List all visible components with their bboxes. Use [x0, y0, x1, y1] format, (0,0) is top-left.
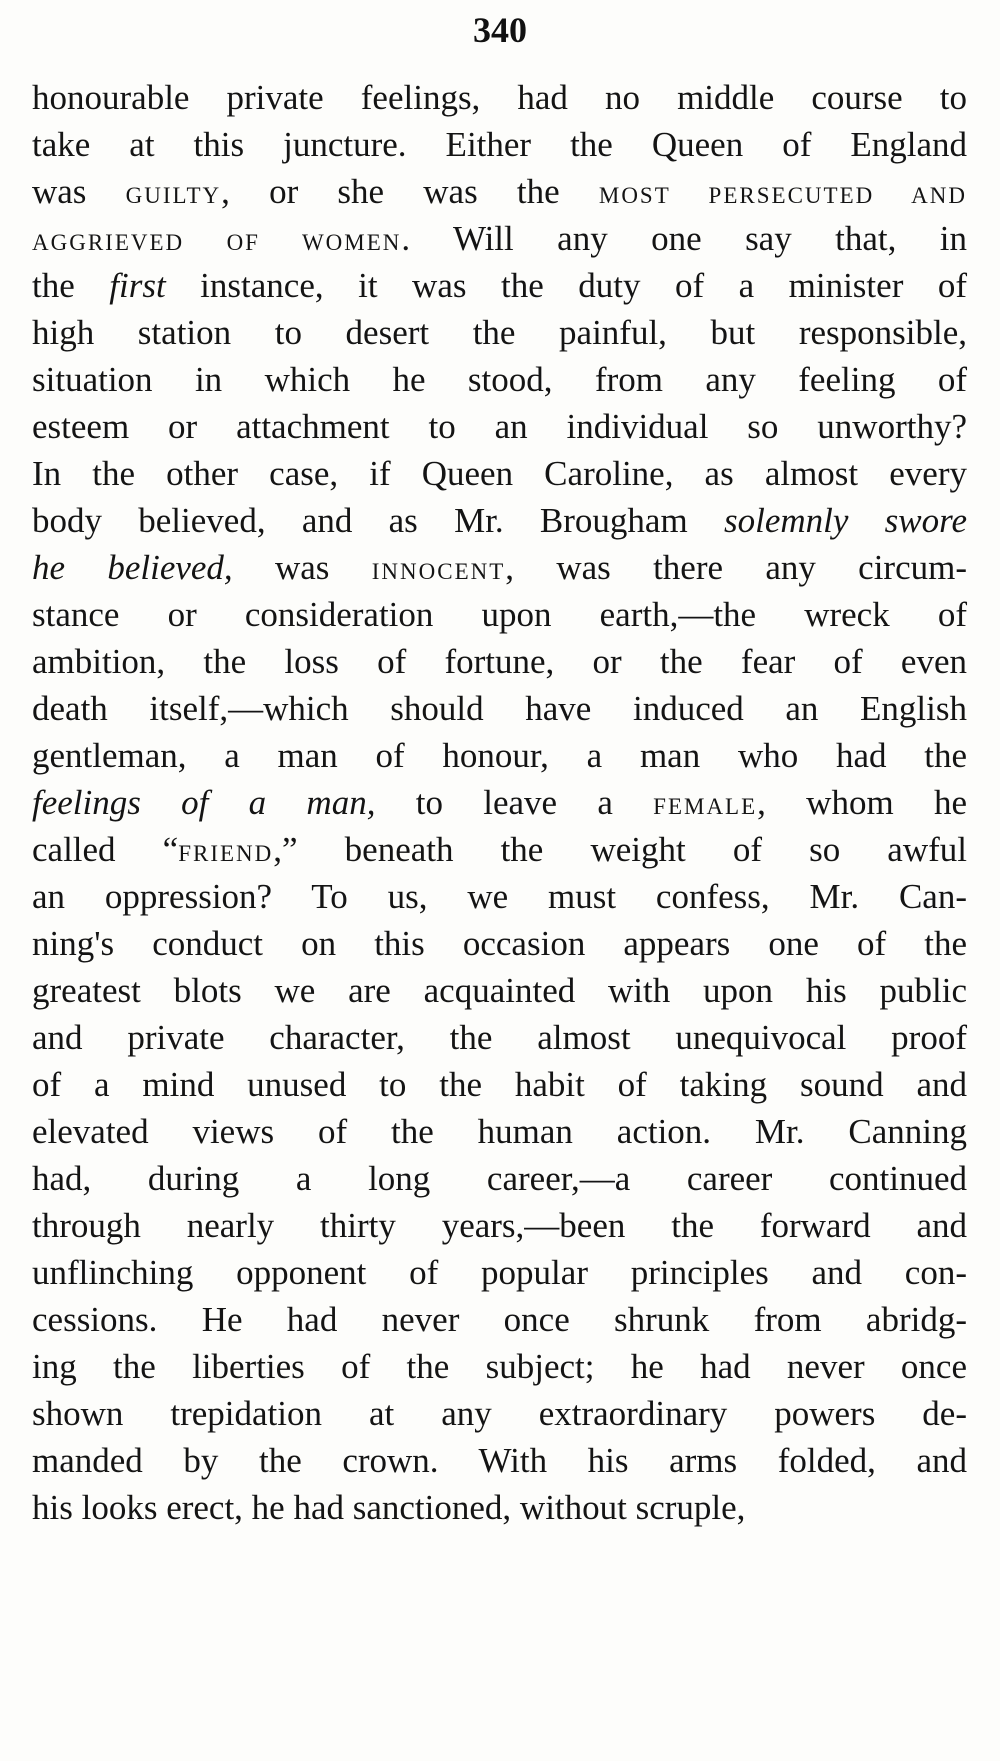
text-line: [32, 920, 967, 967]
text-line: [32, 1390, 967, 1437]
text-segment: . Will any one say that, in: [401, 219, 968, 258]
small-caps-text: INNOCENT: [371, 559, 506, 584]
text-segment: and private character, the almost unequivocal proof: [32, 1018, 967, 1057]
text-segment: the: [32, 266, 110, 305]
small-caps-text: FEMALE: [653, 794, 758, 819]
text-segment: unflinching opponent of popular principles and con-: [32, 1253, 967, 1292]
text-line: [32, 215, 967, 262]
italic-text: solemnly swore: [723, 501, 967, 540]
text-line: [32, 1108, 967, 1155]
text-segment: called “: [32, 830, 179, 869]
text-segment: esteem or attachment to an individual so unworthy?: [32, 407, 967, 446]
text-line: [32, 450, 967, 497]
text-segment: take at this juncture. Either the Queen of England: [32, 125, 967, 164]
text-line: [32, 1343, 967, 1390]
text-segment: , whom he: [757, 783, 967, 822]
text-segment: greatest blots we are acquainted with upon his public: [32, 971, 967, 1010]
text-segment: ,” beneath the weight of so awful: [273, 830, 967, 869]
text-segment: shown trepidation at any extraordinary powers de-: [32, 1394, 967, 1433]
text-line: [32, 544, 967, 591]
small-caps-text: MOST PERSECUTED AND: [598, 183, 967, 208]
text-line: [32, 168, 967, 215]
text-segment: manded by the crown. With his arms folded, and: [32, 1441, 967, 1480]
text-segment: had, during a long career,—a career continued: [32, 1159, 967, 1198]
text-line: [32, 1437, 967, 1484]
text-line: [32, 1249, 967, 1296]
text-line: [32, 873, 967, 920]
small-caps-text: FRIEND: [178, 841, 274, 866]
text-segment: ambition, the loss of fortune, or the fear of even: [32, 642, 967, 681]
text-line: [32, 1484, 967, 1531]
text-line: [32, 1061, 967, 1108]
text-segment: stance or consideration upon earth,—the wreck of: [32, 595, 967, 634]
page-number: 340: [473, 10, 527, 50]
text-line: [32, 262, 967, 309]
text-segment: death itself,—which should have induced an English: [32, 689, 967, 728]
text-line: [32, 74, 967, 121]
text-line: [32, 1296, 967, 1343]
italic-text: first: [109, 266, 166, 305]
text-segment: , was there any circum-: [505, 548, 967, 587]
text-line: [32, 121, 967, 168]
text-segment: elevated views of the human action. Mr. Canning: [32, 1112, 967, 1151]
text-segment: honourable private feelings, had no middle course to: [32, 78, 967, 117]
body-text: [32, 74, 967, 1531]
text-line: [32, 826, 967, 873]
text-line: [32, 1155, 967, 1202]
text-segment: high station to desert the painful, but responsible,: [32, 313, 967, 352]
text-segment: situation in which he stood, from any feeling of: [32, 360, 967, 399]
text-line: [32, 1014, 967, 1061]
text-line: [32, 309, 967, 356]
text-segment: was: [232, 548, 372, 587]
italic-text: feelings of a man,: [32, 783, 376, 822]
text-segment: gentleman, a man of honour, a man who had the: [32, 736, 967, 775]
italic-text: he believed,: [32, 548, 233, 587]
text-segment: cessions. He had never once shrunk from abridg-: [32, 1300, 967, 1339]
text-line: [32, 967, 967, 1014]
text-segment: body believed, and as Mr. Brougham: [32, 501, 724, 540]
text-line: [32, 685, 967, 732]
text-line: [32, 732, 967, 779]
text-segment: ning's conduct on this occasion appears one of the: [32, 924, 967, 963]
text-segment: through nearly thirty years,—been the forward and: [32, 1206, 967, 1245]
text-segment: was: [32, 172, 126, 211]
text-segment: , or she was the: [221, 172, 599, 211]
text-segment: his looks erect, he had sanctioned, without scruple,: [32, 1488, 746, 1527]
text-line: [32, 779, 967, 826]
text-line: [32, 403, 967, 450]
text-segment: to leave a: [375, 783, 654, 822]
text-segment: instance, it was the duty of a minister of: [165, 266, 967, 305]
text-line: [32, 1202, 967, 1249]
text-line: [32, 638, 967, 685]
text-line: [32, 497, 967, 544]
text-segment: In the other case, if Queen Caroline, as almost every: [32, 454, 967, 493]
text-segment: ing the liberties of the subject; he had never once: [32, 1347, 967, 1386]
small-caps-text: GUILTY: [125, 183, 222, 208]
text-line: [32, 591, 967, 638]
text-line: [32, 356, 967, 403]
text-segment: an oppression? To us, we must confess, Mr. Can-: [32, 877, 967, 916]
text-segment: of a mind unused to the habit of taking sound and: [32, 1065, 967, 1104]
small-caps-text: AGGRIEVED OF WOMEN: [32, 230, 402, 255]
